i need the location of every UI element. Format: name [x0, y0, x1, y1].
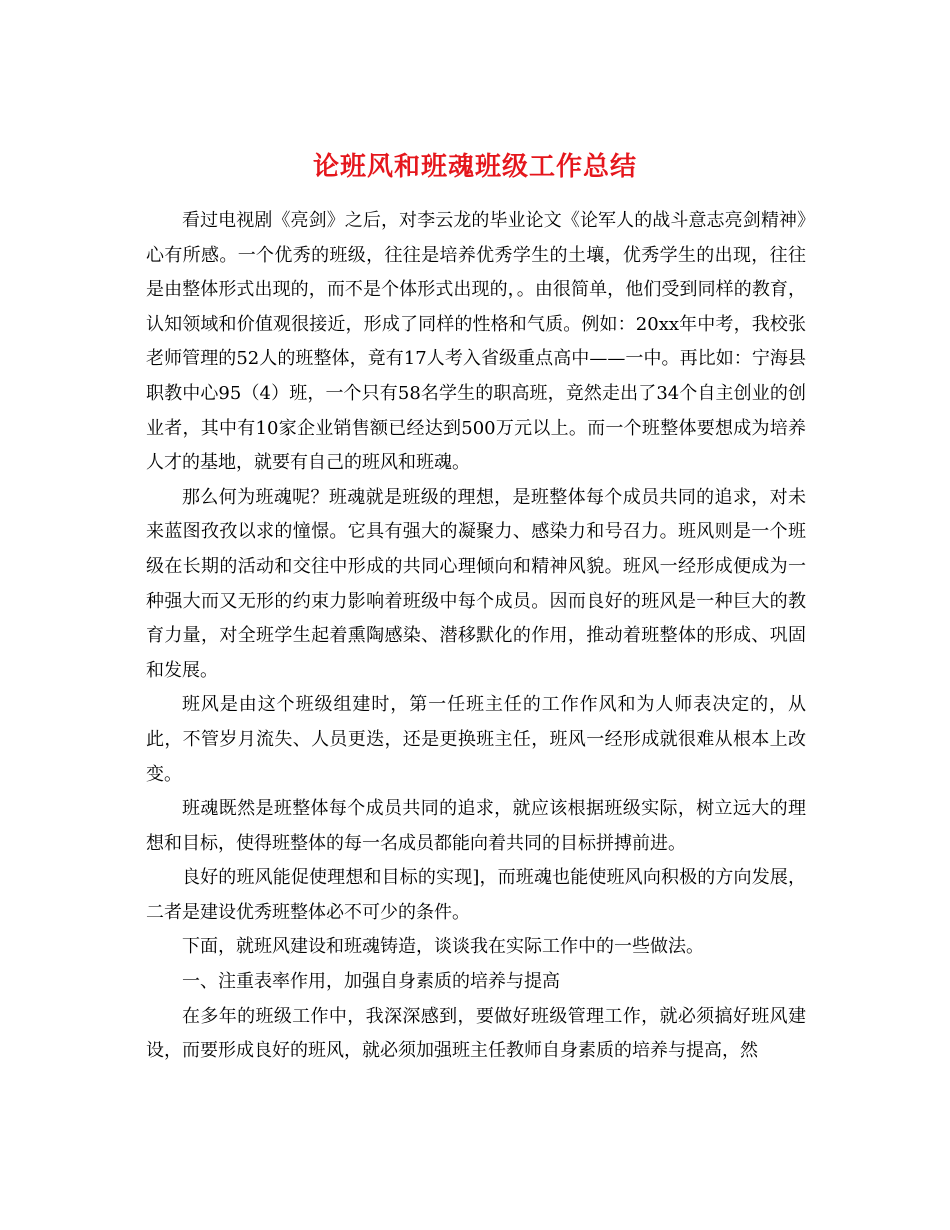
paragraph-definition: 那么何为班魂呢？班魂就是班级的理想，是班整体每个成员共同的追求，对未来蓝图孜孜以求的憧憬。它具有强大的凝聚力、感染力和号召力。班风则是一个班级在长期的活动和交往中形成的共同心理倾向和精神风貌。班风一经形成便成为一种强大而又无形的约束力影响着班级中每个成员。因而良好的班风是一种巨大的教育力量，对全班学生起着熏陶感染、潜移默化的作用，推动着班整体的形成、巩固和发展。 [146, 486, 806, 681]
section-heading-one: 一、注重表率作用，加强自身素质的培养与提高 [182, 971, 560, 993]
paragraph-class-soul: 班魂既然是班整体每个成员共同的追求，就应该根据班级实际，树立远大的理想和目标，使得班整体的每一名成员都能向着共同的目标拼搏前进。 [146, 798, 806, 854]
paragraph-class-style: 班风是由这个班级组建时，第一任班主任的工作作风和为人师表决定的，从此，不管岁月流失、人员更迭，还是更换班主任，班风一经形成就很难从根本上改变。 [146, 694, 806, 785]
document-body [146, 204, 806, 1069]
paragraph-relationship: 良好的班风能促使理想和目标的实现]，而班魂也能使班风向积极的方向发展，二者是建设优秀班整体必不可少的条件。 [146, 867, 806, 923]
document-title: 论班风和班魂班级工作总结 [312, 152, 637, 183]
paragraph-transition: 下面，就班风建设和班魂铸造，谈谈我在实际工作中的一些做法。 [182, 936, 704, 958]
paragraph-intro: 看过电视剧《亮剑》之后，对李云龙的毕业论文《论军人的战斗意志亮剑精神》心有所感。一个优秀的班级，往往是培养优秀学生的土壤，优秀学生的出现，往往是由整体形式出现的，而不是个体形式出现的，。由很简单，他们受到同样的教育，认知领域和价值观很接近，形成了同样的性格和气质。例如：20xx年中考，我校张老师管理的52人的班整体，竟有17人考入省级重点高中——一中。再比如：宁海县职教中心95（4）班，一个只有58名学生的职高班，竟然走出了34个自主创业的创业者，其中有10家企业销售额已经达到500万元以上。而一个班整体要想成为培养人才的基地，就要有自己的班风和班魂。 [146, 210, 806, 474]
paragraph-section-one: 在多年的班级工作中，我深深感到，要做好班级管理工作，就必须搞好班风建设，而要形成良好的班风，就必须加强班主任教师自身素质的培养与提高，然 [146, 1005, 806, 1062]
